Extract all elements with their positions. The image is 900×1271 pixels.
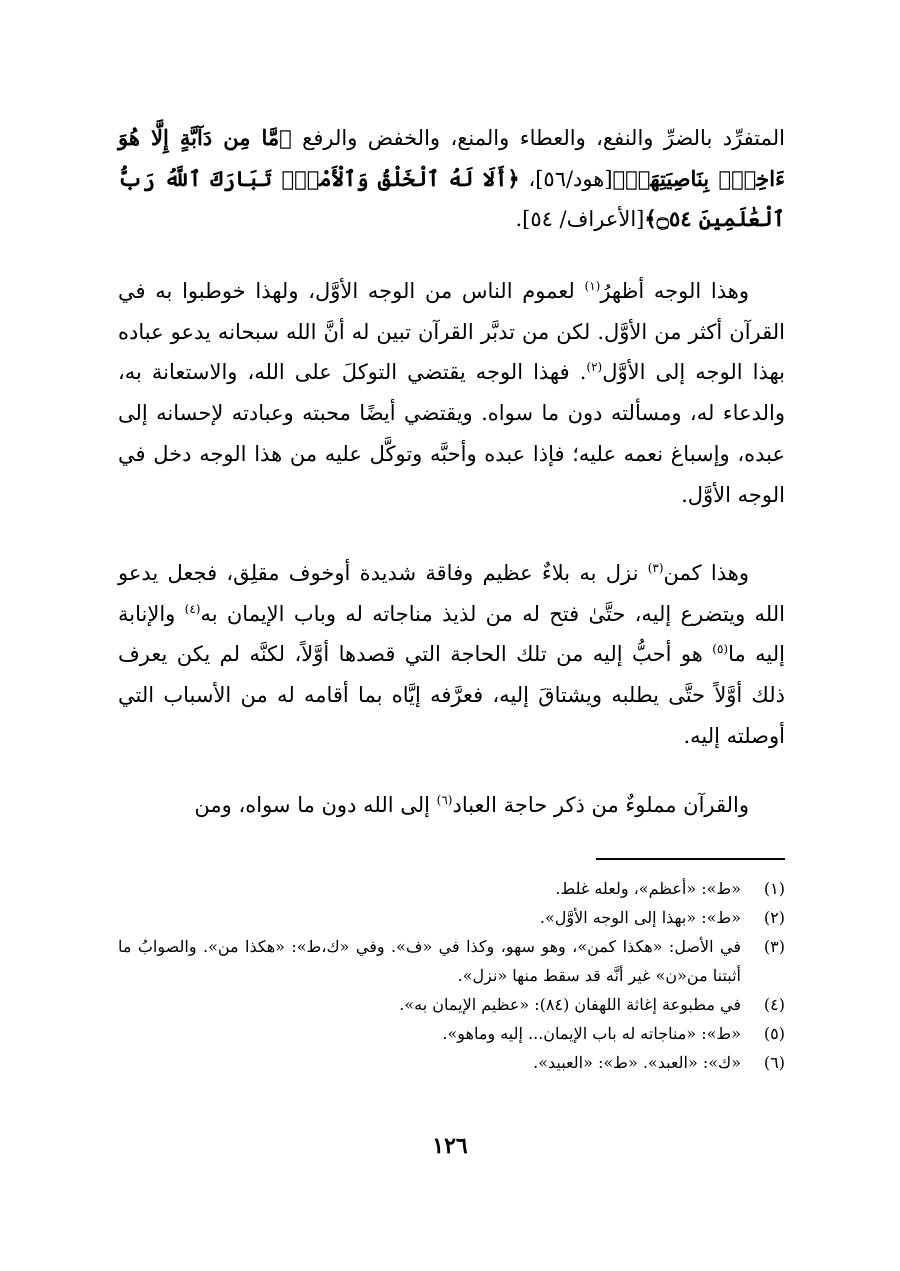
footnote-divider [596,858,785,860]
footnote-number: (٤) [763,995,785,1014]
quran-verse-araf: ﴿أَلَا لَهُ ٱلْخَلْقُ وَٱلْأَمْرُۗ تَبَارَكَ ٱللَّهُ رَبُّ ٱلْعَٰلَمِينَ ۝٥٤﴾ [118,165,785,232]
p2-text-2: لعموم الناس من الوجه الأوَّل، ولهذا خوطبوا به في القرآن أكثر من الأوَّل. لكن من تدبَّر القرآن تبين له أنَّ الله سبحانه يدعو عباده بهذا الوجه إلى الأوَّل [118,279,786,385]
footnote-ref-3: (٣) [647,561,664,575]
footnote-6 [118,1048,785,1077]
p2-text-1: وهذا الوجه أظهرُ [600,279,750,303]
footnote-ref-2: (٢) [586,360,603,375]
p1-ref-araf: [الأعراف/ ٥٤]. [515,207,645,232]
paragraph-4 [118,785,785,826]
paragraph-3 [118,553,785,757]
footnote-ref-4: (٤) [184,601,201,616]
footnote-ref-5: (٥) [712,642,729,657]
quran-verse-hud: ﴿مَّا مِن دَآبَّةٍ إِلَّا هُوَ ءَاخِذُۢ بِنَاصِيَتِهَآۚ﴾ [118,125,785,191]
p3-text-1: وهذا كمن [663,561,750,585]
footnote-text: «ك»: «العبد». «ط»: «العبيد». [533,1053,741,1072]
footnote-2 [118,903,785,932]
page-number: ١٢٦ [432,1133,468,1159]
footnote-text: في الأصل: «هكذا كمن»، وهو سهو، وكذا في «ف». وفي «ك،ط»: «هكذا من». والصوابُ ما أثبتنا من«ن» غير أنَّه قد سقط منها «نزل». [118,937,741,985]
p1-text: المتفرِّد بالضرِّ والنفع، والعطاء والمنع، والخفض والرفع [291,126,785,150]
footnote-5 [118,1019,785,1048]
p2-text-3: . فهذا الوجه يقتضي التوكلَ على الله، والاستعانة به، والدعاء له، ومسألته دون ما سواه. ويقتضي أيضًا محبته وعبادته لإحسانه إلى عبده، وإسباغ نعمه عليه؛ فإذا عبده وأحبَّه وتوكَّل عليه من هذا الوجه دخل في الوجه الأوَّل. [118,360,785,507]
footnote-text: في مطبوعة إغاثة اللهفان (٨٤): «عظيم الإيمان به». [399,995,741,1014]
footnote-ref-6: (٦) [436,793,453,807]
p3-text-4: هو أحبُّ إليه من تلك الحاجة التي قصدها أوَّلاً، لكنَّه لم يكن يعرف ذلك أوَّلاً حتَّى يطلبه ويشتاقَ إليه، فعرَّفه إيَّاه بما أقامه له من الأسباب التي أوصلته إليه. [118,642,785,748]
p4-text-1: والقرآن مملوءٌ من ذكر حاجة العباد [452,793,749,817]
footnote-number: (٥) [763,1024,785,1043]
p4-text-2: إلى الله دون ما سواه، ومن [194,793,437,817]
p1-ref-hud: [هود/٥٦]، [519,166,613,191]
footnote-number: (٢) [763,908,785,927]
footnote-ref-1: (١) [584,279,601,293]
footnote-text: «ط»: «أعظم»، ولعله غلط. [555,879,741,898]
p3-text-2: نزل به بلاءٌ عظيم وفاقة شديدة أوخوف مقلِق، فجعل يدعو الله ويتضرع إليه، حتَّىٰ فتح له من لذيذ مناجاته له وباب الإيمان به [118,561,785,626]
p3-text-3: والإنابة إليه ما [118,601,785,667]
footnote-number: (٦) [763,1053,785,1072]
footnote-1 [118,874,785,903]
footnote-number: (١) [763,879,785,898]
footnote-text: «ط»: «مناجاته له باب الإيمان... إليه وماهو». [442,1024,741,1043]
footnotes [118,874,785,1077]
footnote-text: «ط»: «بهذا إلى الوجه الأوَّل». [539,908,741,927]
footnote-number: (٣) [763,937,785,956]
footnote-4 [118,990,785,1019]
paragraph-1 [118,118,785,240]
paragraph-2 [118,271,785,515]
footnote-3 [118,932,785,990]
